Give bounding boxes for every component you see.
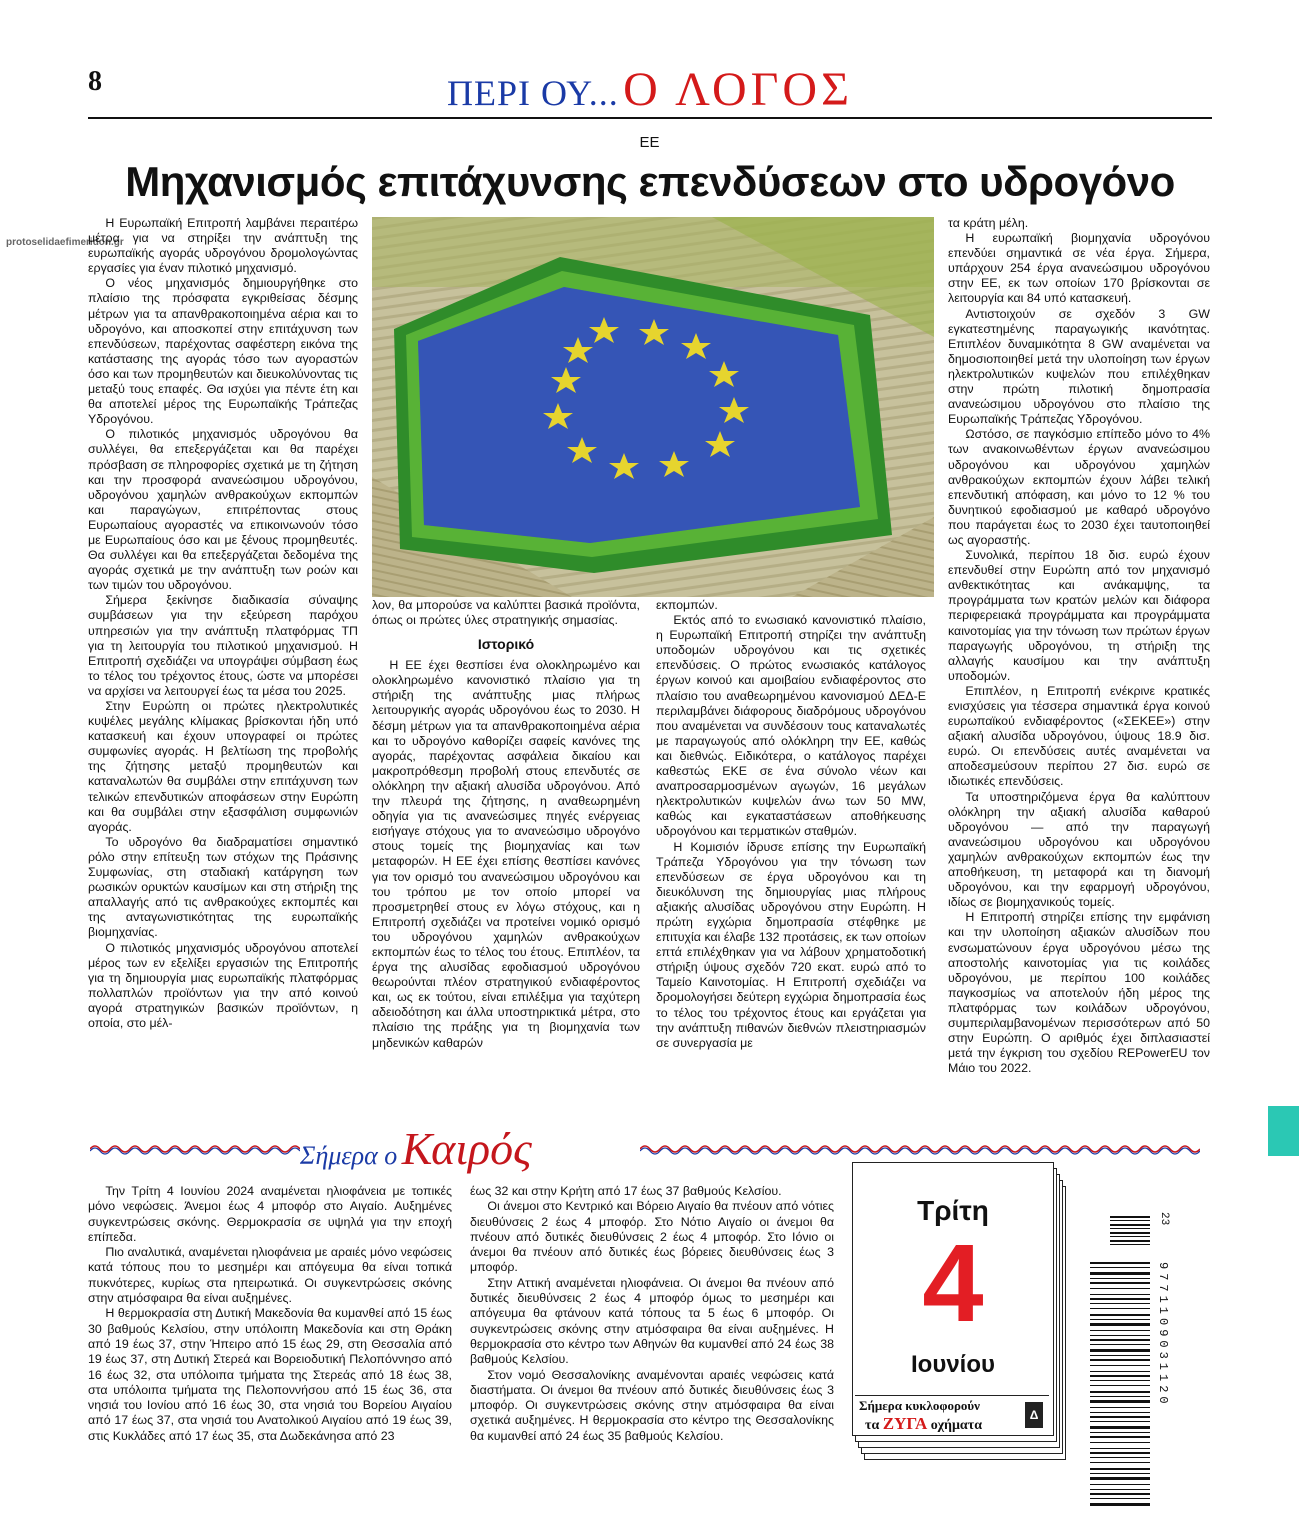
- section-color-tab: [1268, 1106, 1299, 1156]
- plate-notice-highlight: ΖΥΓΑ: [882, 1414, 928, 1433]
- paragraph: Η Ευρωπαϊκή Επιτροπή λαμβάνει περαιτέρω μέτρα για να στηρίξει την ανάπτυξη της ευρωπαϊκής αγοράς υδρογόνου δρομολογώντας εργασίες για έναν πιλοτικό μηχανισμό.: [88, 216, 358, 276]
- weather-ornament-left: [90, 1142, 300, 1156]
- calendar-widget: [852, 1162, 1064, 1462]
- paragraph: εκπομπών.: [656, 598, 718, 612]
- barcode-issue: 23: [1158, 1212, 1170, 1226]
- paragraph: Η Επιτροπή στηρίζει επίσης την εμφάνιση και την υλοποίηση αξιακών αλυσίδων που ενσωματώνουν έργα υδρογόνου μέσω της αποστολής καινοτομίας για τις κοιλάδες υδρογόνου, με περίπου 100 κοιλάδες παγκοσμίως να αποτελούν ήδη μέρος της πλατφόρμας των κοιλάδων υδρογόνου, συμπεριλαμβανομένων περισσότερων από 50 στην Ευρώπη. Ο αριθμός έχει διπλασιαστεί μετά την έγκριση του σχεδίου REPowerEU τον Μάιο του 2022.: [948, 910, 1210, 1076]
- paragraph: Αντιστοιχούν σε σχεδόν 3 GW εγκατεστημένης παραγωγικής ικανότητας. Επιπλέον δυναμικότητα 8 GW αναμένεται να δημοσιοποιηθεί μετά την υλοποίηση των έργων ηλεκτρολυτικών κυψελών που επιλέχθηκαν στην πρώτη πιλοτική δημοπρασία ανανεώσιμου υδρογόνου στο πλαίσιο της Ευρωπαϊκής Τράπεζας Υδρογόνου.: [948, 306, 1210, 427]
- top-rule: [88, 117, 1212, 119]
- eu-flag-field-photo: [372, 217, 934, 597]
- masthead: [330, 62, 970, 117]
- article-column-4: [948, 216, 1210, 1076]
- weather-column-2: [470, 1184, 834, 1444]
- plate-notice-pre: τα: [865, 1418, 880, 1433]
- paragraph: Η ΕΕ έχει θεσπίσει ένα ολοκληρωμένο και ολοκληρωμένο κανονιστικό πλαίσιο για τη στήριξη της ανάπτυξης μιας πλήρως λειτουργικής αγοράς υδρογόνου έως το 2030. Η δέσμη μέτρων για τα απανθρακοποιημένα αέρια και το υδρογόνο καθορίζει σαφείς κανόνες της αγοράς, παρέχοντας ασφάλεια δικαίου και μακροπρόθεσμη προβολή στους επενδυτές σε ολόκληρη την αξιακή αλυσίδα υδρογόνου. Από την πλευρά της ζήτησης, η αναθεωρημένη οδηγία για τις ανανεώσιμες πηγές ενέργειας εισήγαγε στόχους για το ανανεώσιμο υδρογόνο στους τομείς της βιομηχανίας και των μεταφορών. Η ΕΕ έχει επίσης θεσπίσει κανόνες για τον ορισμό του ανανεώσιμου υδρογόνου και του τρόπου με τον οποίο μπορεί να προσμετρηθεί στους εν λόγω στόχους, και η Επιτροπή σχεδιάζει να προτείνει νομικό ορισμό του υδρογόνου χαμηλών ανθρακούχων εκπομπών έως το τέλος του έτους. Επιπλέον, τα έργα της αλυσίδας εφοδιασμού υδρογόνου θεωρούνται πλέον στρατηγικού ενδιαφέροντος και, ως εκ τούτου, είναι επιλέξιμα για ταχύτερη αδειοδότηση και άλλα υποστηρικτικά μέτρα, στο πλαίσιο της πράξης για τη βιομηχανία των μηδενικών καθαρών: [372, 658, 640, 1050]
- plate-notice: [855, 1395, 1049, 1434]
- paragraph: Ο πιλοτικός μηχανισμός υδρογόνου αποτελεί μέρος των εν εξελίξει εργασιών της Επιτροπής για τη δημιουργία μιας ευρωπαϊκής πλατφόρμας πολλαπλών προϊόντων για την από κοινού αγορά στρατηγικών βασικών προϊόντων, η οποία, στο μέλ-: [88, 940, 358, 1030]
- weather-title-part2: Καιρός: [401, 1123, 532, 1174]
- weather-paragraph: Την Τρίτη 4 Ιουνίου 2024 αναμένεται ηλιοφάνεια με τοπικές μόνο νεφώσεις. Άνεμοι έως 4 μποφόρ στο Αιγαίο. Αυξημένες συγκεντρώσεις σκόνης. Θερμοκρασία σε υψηλά για την εποχή επίπεδα.: [88, 1184, 452, 1244]
- article-column-2: [372, 598, 640, 1051]
- photo-svg: [372, 217, 934, 597]
- weather-paragraph: Η θερμοκρασία στη Δυτική Μακεδονία θα κυμανθεί από 15 έως 30 βαθμούς Κελσίου, στην υπόλοιπη Μακεδονία και στη Θράκη από 19 έως 37, στην Ήπειρο από 15 έως 29, στη Θεσσαλία από 19 έως 37, στη Δυτική Στερεά και Βορειοδυτική Πελοπόννησο από 16 έως 32, στα υπόλοιπα τμήματα της Στερεάς από 18 έως 38, στα υπόλοιπα τμήματα της Πελοποννήσου από 15 έως 36, στα νησιά του Ιονίου από 16 έως 30, στα νησιά του Βορείου Αιγαίου από 17 έως 37, στα νησιά του Ανατολικού Αιγαίου από 19 έως 39, στις Κυκλάδες από 17 έως 35, στα Δωδεκάνησα από 23: [88, 1306, 452, 1443]
- calendar-month: Ιουνίου: [911, 1351, 995, 1378]
- paragraph: Επιπλέον, η Επιτροπή ενέκρινε κρατικές ενισχύσεις για τέσσερα σημαντικά έργα κοινού ευρωπαϊκού ενδιαφέροντος («ΣΕΚΕΕ») στην αξιακή αλυσίδα υδρογόνου, ύψους 18.9 δισ. ευρώ. Οι επενδύσεις αυτές αναμένεται να αποδεσμεύσουν περίπου 27 δισ. ευρώ σε ιδιωτικές επενδύσεις.: [948, 683, 1210, 789]
- weather-paragraph: Οι άνεμοι στο Κεντρικό και Βόρειο Αιγαίο θα πνέουν από νότιες διευθύνσεις 2 έως 4 μποφόρ. Στο Νότιο Αιγαίο οι άνεμοι θα πνέουν από δυτικές διευθύνσεις 2 έως 4 μποφόρ. Στο Ιόνιο οι άνεμοι θα πνέουν από δυτικές έως βόρειες διευθύνσεις έως 3 μποφόρ.: [470, 1199, 834, 1275]
- paragraph: λον, θα μπορούσε να καλύπτει βασικά προϊόντα, όπως οι πρώτες ύλες στρατηγικής σημασίας.: [372, 598, 640, 628]
- paragraph: Τα υποστηριζόμενα έργα θα καλύπτουν ολόκληρη την αξιακή αλυσίδα καθαρού υδρογόνου — από την παραγωγή ανανεώσιμου υδρογόνου και υδρογόνου χαμηλών ανθρακούχων εκπομπών έως την αποθήκευση, τη μεταφορά και τη διανομή υδρογόνου, και την εφαρμογή υδρογόνου, ιδίως σε βιομηχανικούς τομείς.: [948, 789, 1210, 910]
- paragraph: Εκτός από το ενωσιακό κανονιστικό πλαίσιο, η Ευρωπαϊκή Επιτροπή στηρίζει την ανάπτυξη υποδομών υδρογόνου και τις σχετικές επενδύσεις. Ο πρώτος ενωσιακός κατάλογος έργων κοινού και αμοιβαίου ενδιαφέροντος στο πλαίσιο του αναθεωρημένου κανονισμού ΔΕΔ-Ε περιλαμβάνει διάφορους διαδρόμους υδρογόνου που αναμένεται να συνδέσουν τους καταναλωτές με παραγωγούς από ολόκληρη την ΕΕ, καθώς και διεθνώς. Ειδικότερα, ο κατάλογος παρέχει καθεστώς ΕΚΕ σε ένα σύνολο νέων και αναπροσαρμοσμένων αγωγών, 16 μεγάλων ηλεκτρολυτικών κυψελών άνω των 50 MW, καθώς και εγκαταστάσεων αποθήκευσης υδρογόνου και τερματικών σταθμών.: [656, 613, 926, 839]
- masthead-part2: Ο ΛΟΓΟΣ: [623, 63, 854, 116]
- calendar-day-number: 4: [922, 1222, 984, 1345]
- weather-paragraph: Στον νομό Θεσσαλονίκης αναμένονται αραιές νεφώσεις κατά διαστήματα. Οι άνεμοι θα πνέουν από δυτικές διευθύνσεις έως 3 μποφόρ. Οι συγκεντρώσεις σκόνης στην ατμόσφαιρα θα είναι σχετικά αυξημένες. Η θερμοκρασία στο κέντρο της Θεσσαλονίκης θα κυμανθεί από 24 έως 35 βαθμούς Κελσίου.: [470, 1367, 834, 1443]
- weather-paragraph: Πιο αναλυτικά, αναμένεται ηλιοφάνεια με αραιές μόνο νεφώσεις κατά τόπους που το μεσημέρι και απόγευμα θα είναι τοπικά πυκνότερες, κυρίως στα ηπειρωτικά. Οι συγκεντρώσεις σκόνης στην ατμόσφαιρα θα είναι αυξημένες.: [88, 1245, 452, 1306]
- weather-paragraph: Στην Αττική αναμένεται ηλιοφάνεια. Οι άνεμοι θα πνέουν από δυτικές διευθύνσεις 2 έως 4 μποφόρ όμως το μεσημέρι και απόγευμα θα φτάνουν κατά τόπους τα 5 έως 6 μποφόρ. Οι συγκεντρώσεις σκόνης στην ατμόσφαιρα θα είναι αυξημένες. Η θερμοκρασία στο κέντρο των Αθηνών θα κυμανθεί από 24 έως 38 βαθμούς Κελσίου.: [470, 1275, 834, 1367]
- plate-notice-line1: Σήμερα κυκλοφορούν: [859, 1398, 980, 1413]
- logo-icon: Δ: [1025, 1402, 1043, 1428]
- article-column-3: [656, 598, 926, 1051]
- paragraph: Ο πιλοτικός μηχανισμός υδρογόνου θα συλλέγει, θα επεξεργάζεται και θα παρέχει πρόσβαση σε πληροφορίες σχετικά με τη ζήτηση και την προσφορά ανανεώσιμου υδρογόνου, υδρογόνου χαμηλών ανθρακούχων εκπομπών και παραγώγων, επιτρέποντας στους Ευρωπαίους αγοραστές να επικοινωνούν τόσο με Ευρωπαίους όσο και με ξένους προμηθευτές. Θα συλλέγει και θα επεξεργάζεται δεδομένα της αγοράς σχετικά με την ανάπτυξη των ροών και των τιμών του υδρογόνου.: [88, 427, 358, 593]
- weather-ornament-right: [640, 1142, 1200, 1156]
- headline: Μηχανισμός επιτάχυνσης επενδύσεων στο υδρογόνο: [125, 158, 1175, 205]
- barcode-number: 9771109031120: [1156, 1262, 1170, 1408]
- weather-title-part1: Σήμερα ο: [300, 1141, 398, 1170]
- masthead-part1: ΠΕΡΙ ΟΥ...: [446, 73, 619, 113]
- weather-column-1: [88, 1184, 452, 1444]
- plate-notice-line2: [865, 1414, 982, 1434]
- paragraph: Ωστόσο, σε παγκόσμιο επίπεδο μόνο το 4% των ανακοινωθέντων έργων ανανεώσιμου υδρογόνου και υδρογόνου χαμηλών ανθρακούχων εκπομπών έχουν λάβει τελική επενδυτική απόφαση, και μόνο το 12 % του δυνητικού εφοδιασμού με καθαρό υδρογόνο που παράγεται έως το 2030 έχει ταυτοποιηθεί ως αγοραστής.: [948, 427, 1210, 547]
- calendar-sheet-front: [852, 1162, 1054, 1436]
- paragraph: Συνολικά, περίπου 18 δισ. ευρώ έχουν επενδυθεί στην Ευρώπη από τον μηχανισμό ανθεκτικότητας και ανάκαμψης, τα προγράμματα των κρατών μελών και διάφορα περιφερειακά προγράμματα και προγράμματα καινοτομίας για την τόνωση των πρώτων έργων παραγωγής υδρογόνου, τη στήριξη της αλλαγής καυσίμου και την ανάπτυξη υποδομών.: [948, 548, 1210, 683]
- barcode: [1090, 1212, 1200, 1512]
- article-column-1: [88, 216, 358, 1031]
- section-label: ΕΕ: [639, 134, 660, 151]
- paragraph: Το υδρογόνο θα διαδραματίσει σημαντικό ρόλο στην επίτευξη των στόχων της Πράσινης Συμφωνίας, στη σταδιακή κατάργηση των ρωσικών ορυκτών καυσίμων και στη στήριξη της απαλλαγής από τις ανθρακούχες εκπομπές και της ανταγωνιστικότητας της ευρωπαϊκής βιομηχανίας.: [88, 834, 358, 940]
- watermark: protoselidaefimeridon.gr: [6, 237, 124, 248]
- paragraph: Σήμερα ξεκίνησε διαδικασία σύναψης συμβάσεων για την εξεύρεση παρόχου υπηρεσιών για την ανάπτυξη πλατφόρμας ΤΠ για τη λειτουργία του πιλοτικού μηχανισμού. Η Επιτροπή σχεδιάζει να υπογράψει σύμβαση έως το τέλος του τρέχοντος έτους, ώστε να μπορέσει να αρχίσει να λειτουργεί έως τα μέσα του 2025.: [88, 593, 358, 698]
- plate-notice-post: οχήματα: [930, 1418, 983, 1433]
- paragraph: Ο νέος μηχανισμός δημιουργήθηκε στο πλαίσιο της πρόσφατα εγκριθείσας δέσμης μέτρων για τα απανθρακοποιημένα αέρια και το υδρογόνο, και αποσκοπεί στην επιτάχυνση των επενδύσεων, παρέχοντας σαφέστερη εικόνα της κατάστασης της αγοράς τόσο των αγοραστών όσο και των προμηθευτών και διευκολύνοντας τις μεταξύ τους επαφές. Θα ισχύει για πέντε έτη και θα αποτελεί μέρος της Ευρωπαϊκής Τράπεζας Υδρογόνου.: [88, 276, 358, 427]
- page-number: 8: [88, 66, 102, 97]
- subheading: Ιστορικό: [477, 636, 535, 653]
- barcode-graphic: [1090, 1212, 1200, 1512]
- weather-title: [300, 1122, 532, 1175]
- weather-paragraph: έως 32 και στην Κρήτη από 17 έως 37 βαθμούς Κελσίου.: [470, 1184, 782, 1198]
- paragraph: Η ευρωπαϊκή βιομηχανία υδρογόνου επενδύει σημαντικά σε νέα έργα. Σήμερα, υπάρχουν 254 έργα ανανεώσιμου υδρογόνου στην ΕΕ, εκ των οποίων 170 βρίσκονται σε λειτουργία και 84 υπό κατασκευή.: [948, 231, 1210, 306]
- paragraph: τα κράτη μέλη.: [948, 216, 1029, 230]
- paragraph: Η Κομισιόν ίδρυσε επίσης την Ευρωπαϊκή Τράπεζα Υδρογόνου για την τόνωση των επενδύσεων σε έργα υδρογόνου και τη διευκόλυνση της δημιουργίας μιας πλήρους αξιακής αλυσίδας υδρογόνου στην Ευρώπη. Η πρώτη εγχώρια δημοπρασία στέφθηκε με επιτυχία και έλαβε 132 προτάσεις, εκ των οποίων επτά επιλέχθηκαν για να λάβουν χρηματοδοτική στήριξη ύψους σχεδόν 720 εκατ. ευρώ από το Ταμείο Καινοτομίας. Η Επιτροπή σχεδιάζει να δρομολογήσει δεύτερη εγχώρια δημοπρασία έως το τέλος του τρέχοντος έτους και εργάζεται για την ανάπτυξη πιθανών διεθνών πλειστηριασμών σε συνεργασία με: [656, 839, 926, 1050]
- calendar-weekday: Τρίτη: [917, 1195, 989, 1226]
- barcode-digits: [1154, 1212, 1174, 1512]
- paragraph: Στην Ευρώπη οι πρώτες ηλεκτρολυτικές κυψέλες μεγάλης κλίμακας βρίσκονται ήδη υπό κατασκευή και έχουν υπογραφεί οι πρώτες συμφωνίες αγοράς. Η βελτίωση της προβολής της ζήτησης μεταξύ προμηθευτών και καταναλωτών θα συμβάλει στην επιτάχυνση των τελικών επενδυτικών αποφάσεων στην Ευρώπη και θα συμβάλει στην εξασφάλιση συμφωνιών αγοράς.: [88, 699, 358, 834]
